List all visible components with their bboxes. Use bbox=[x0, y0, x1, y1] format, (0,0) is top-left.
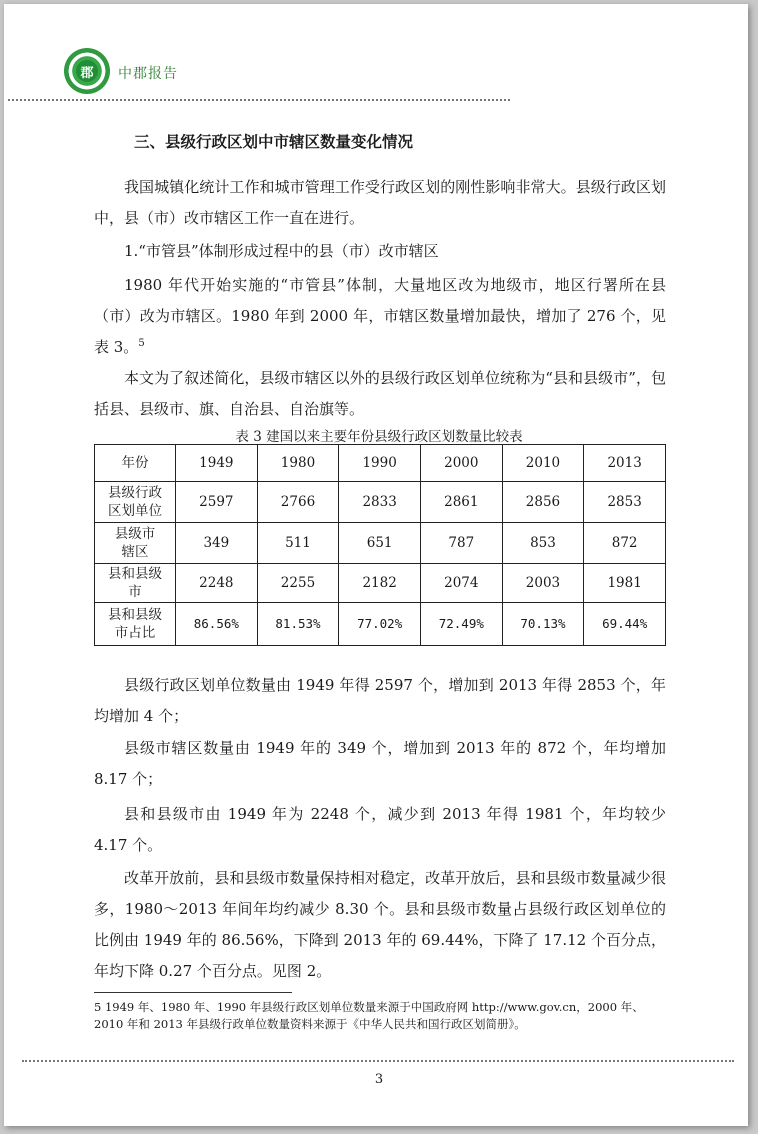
paragraph-2 bbox=[94, 270, 666, 363]
table-cell: 77.02% bbox=[339, 603, 421, 646]
row-label-text: 县和县级市 bbox=[108, 566, 162, 600]
subheading: 1.“市管县”体制形成过程中的县（市）改市辖区 bbox=[124, 242, 439, 260]
table-cell: 2861 bbox=[420, 482, 502, 523]
row-label-text: 县和县级市占比 bbox=[108, 607, 162, 641]
paragraph-7: 改革开放前，县和县级市数量保持相对稳定，改革开放后，县和县级市数量减少很多，1980～2013 年间年均约减少 8.30 个。县和县级市数量占县级行政区划单位的比例由 1949 年的 86.56%，下降到 2013 年的 69.44%，下降了 17.12 个百分点，年均下降 0.27 个百分点。见图 2。 bbox=[94, 869, 666, 980]
table-cell: 2856 bbox=[502, 482, 584, 523]
year-cell: 1980 bbox=[257, 445, 339, 482]
paragraph-5: 县级市辖区数量由 1949 年的 349 个，增加到 2013 年的 872 个，年均增加 8.17 个； bbox=[94, 739, 666, 788]
paragraph-6: 县和县级市由 1949 年为 2248 个，减少到 2013 年得 1981 个，年均较少 4.17 个。 bbox=[94, 805, 666, 854]
table-cell: 787 bbox=[420, 523, 502, 564]
table-row bbox=[95, 603, 666, 646]
brand-name: 中郡报告 bbox=[118, 66, 178, 82]
header-cell: 年份 bbox=[95, 445, 176, 482]
table-cell: 72.49% bbox=[420, 603, 502, 646]
table-cell: 2766 bbox=[257, 482, 339, 523]
footer-divider bbox=[22, 1060, 734, 1062]
table-cell: 2248 bbox=[176, 564, 258, 603]
row-label bbox=[95, 482, 176, 523]
year-cell: 2013 bbox=[584, 445, 666, 482]
paragraph-4: 县级行政区划单位数量由 1949 年得 2597 个，增加到 2013 年得 2853 个，年均增加 4 个； bbox=[94, 676, 666, 725]
table-cell: 349 bbox=[176, 523, 258, 564]
paragraph-3: 本文为了叙述简化，县级市辖区以外的县级行政区划单位统称为“县和县级市”，包括县、县级市、旗、自治县、自治旗等。 bbox=[94, 369, 666, 418]
table-cell: 2003 bbox=[502, 564, 584, 603]
table-row bbox=[95, 482, 666, 523]
table-row bbox=[95, 564, 666, 603]
row-label bbox=[95, 523, 176, 564]
table-cell: 70.13% bbox=[502, 603, 584, 646]
table-cell: 2597 bbox=[176, 482, 258, 523]
table-header-row bbox=[95, 445, 666, 482]
header-divider bbox=[8, 99, 510, 101]
row-label-text: 县级行政区划单位 bbox=[108, 485, 162, 519]
year-cell: 2000 bbox=[420, 445, 502, 482]
year-cell: 1990 bbox=[339, 445, 421, 482]
table-cell: 651 bbox=[339, 523, 421, 564]
year-cell: 2010 bbox=[502, 445, 584, 482]
table-row bbox=[95, 523, 666, 564]
table-cell: 853 bbox=[502, 523, 584, 564]
table-cell: 86.56% bbox=[176, 603, 258, 646]
table-cell: 2255 bbox=[257, 564, 339, 603]
table-cell: 2182 bbox=[339, 564, 421, 603]
table-cell: 81.53% bbox=[257, 603, 339, 646]
paragraph-2-text: 1980 年代开始实施的“市管县”体制，大量地区改为地级市，地区行署所在县（市）改为市辖区。1980 年到 2000 年，市辖区数量增加最快，增加了 276 个，见表 3。 bbox=[94, 276, 666, 356]
section-heading: 三、县级行政区划中市辖区数量变化情况 bbox=[134, 132, 414, 151]
row-label bbox=[95, 564, 176, 603]
company-logo bbox=[64, 48, 110, 94]
table-caption: 表 3 建国以来主要年份县级行政区划数量比较表 bbox=[235, 429, 523, 445]
year-cell: 1949 bbox=[176, 445, 258, 482]
row-label bbox=[95, 603, 176, 646]
paragraph-1: 我国城镇化统计工作和城市管理工作受行政区划的刚性影响非常大。县级行政区划中，县（市）改市辖区工作一直在进行。 bbox=[94, 178, 666, 227]
footnote-rule bbox=[94, 992, 292, 993]
page-number: 3 bbox=[374, 1072, 384, 1087]
logo-character: 郡 bbox=[76, 60, 98, 82]
table-cell: 1981 bbox=[584, 564, 666, 603]
data-table bbox=[94, 444, 666, 646]
table-cell: 872 bbox=[584, 523, 666, 564]
footnote-ref[interactable]: 5 bbox=[138, 338, 145, 349]
table-cell: 511 bbox=[257, 523, 339, 564]
table-cell: 2853 bbox=[584, 482, 666, 523]
table-cell: 2074 bbox=[420, 564, 502, 603]
row-label-text: 县级市辖区 bbox=[114, 526, 156, 560]
table-cell: 2833 bbox=[339, 482, 421, 523]
footnote: 5 1949 年、1980 年、1990 年县级行政区划单位数量来源于中国政府网 http://www.gov.cn，2000 年、2010 年和 2013 年县级行政单位数量资料来源于《中华人民共和国行政区划简册》。 bbox=[94, 1000, 644, 1031]
table-cell: 69.44% bbox=[584, 603, 666, 646]
